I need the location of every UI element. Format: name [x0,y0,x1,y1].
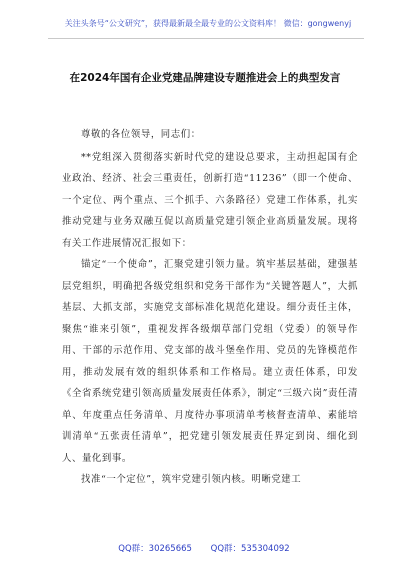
paragraph-3: 找准“一个定位”，筑牢党建引领内核。明晰党建工 [81,474,302,485]
footer-qq-group-2: QQ群：535304092 [210,544,290,554]
paragraph-2: 锚定“一个使命”，汇聚党建引领力量。筑牢基层基础，建强基层党组织，明确把各级党组织和党务干部作为“关键答题人”，大抓基层、大抓支部，实施党支部标准化规范化建设。细分责任主体，聚焦“谁来引领”，重视发挥各级烟草部门党组（党委）的领导作用、干部的示范作用、党支部的战斗堡垒作用、党员的先锋模范作用，推动发展有效的组织体系和工作格局。建立责任体系，印发《全省系统党建引领高质量发展责任体系》，制定“三级六岗”责任清单、年度重点任务清单、月度待办事项清单考核督查清单、素能培训清单“五张责任清单”，把党建引领发展责任界定到岗、细化到人、量化到事。 [62,259,358,464]
page-header: 关注头条号“公文研究”，获得最新最全最专业的公文资料库！ 微信：gongwenyj [64,19,352,28]
footer-qq-group-1: QQ群：30265665 [118,544,192,554]
paragraph-1: **党组深入贯彻落实新时代党的建设总要求，主动担起国有企业政治、经济、社会三重责任，创新打造“11236”（即一个使命、一个定位、两个重点、三个抓手、六条路径）党建工作体系，扎实推动党建与业务双融互促以高质量党建引领企业高质量发展。现将有关工作进展情况汇报如下： [62,151,358,249]
document-body [62,124,358,491]
greeting: 尊敬的各位领导，同志们： [81,129,201,140]
page-footer [0,542,408,554]
header-divider [48,38,364,39]
document-title: 在2024年国有企业党建品牌建设专题推进会上的典型发言 [69,72,341,84]
